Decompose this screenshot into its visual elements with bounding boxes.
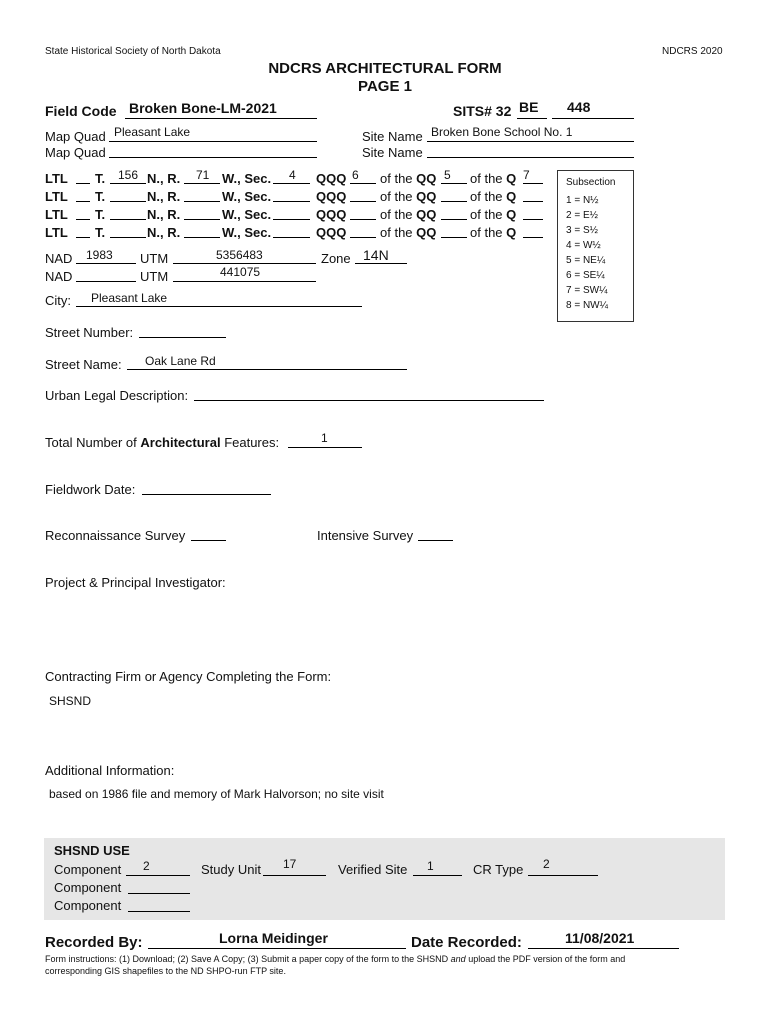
ltl-label-of-qq: of the QQ bbox=[380, 225, 437, 240]
ltl-label-t: T. bbox=[95, 225, 106, 240]
intensive-survey-line[interactable] bbox=[418, 540, 453, 541]
ltl-blank-line[interactable] bbox=[273, 237, 310, 238]
ltl-blank-line[interactable] bbox=[273, 219, 310, 220]
cr-type-label: CR Type bbox=[473, 862, 524, 877]
ltl-label-ltl: LTL bbox=[45, 225, 68, 240]
study-unit-line bbox=[263, 875, 326, 876]
nad-label-2: NAD bbox=[45, 269, 73, 284]
recorded-by-value[interactable]: Lorna Meidinger bbox=[219, 930, 328, 946]
recorded-by-line bbox=[148, 948, 406, 949]
recorded-by-label: Recorded By: bbox=[45, 934, 143, 951]
subsection-item: 1 = N½ bbox=[566, 195, 599, 206]
component-label-3: Component bbox=[54, 898, 122, 913]
org-name: State Historical Society of North Dakota bbox=[45, 46, 221, 57]
ltl-label-w: W., Sec. bbox=[222, 171, 272, 186]
cr-type-line bbox=[528, 875, 598, 876]
ltl-blank-line bbox=[110, 183, 146, 184]
ltl-blank-line bbox=[350, 183, 376, 184]
total-features-label-bold: Architectural bbox=[140, 435, 221, 450]
street-name-value[interactable]: Oak Lane Rd bbox=[145, 354, 216, 368]
site-name-value-1[interactable]: Broken Bone School No. 1 bbox=[431, 125, 573, 139]
study-unit-value[interactable]: 17 bbox=[283, 857, 297, 871]
site-name-line-2 bbox=[427, 157, 634, 158]
instructions-and: and bbox=[450, 954, 466, 964]
ltl-blank-line[interactable] bbox=[523, 219, 543, 220]
contracting-label: Contracting Firm or Agency Completing the Form: bbox=[45, 669, 332, 684]
utm-label-2: UTM bbox=[140, 269, 169, 284]
ltl-blank-line bbox=[523, 183, 543, 184]
component-line-1 bbox=[126, 875, 190, 876]
total-features-value[interactable]: 1 bbox=[321, 431, 328, 445]
component-line-3[interactable] bbox=[128, 911, 190, 912]
ltl-blank-line[interactable] bbox=[441, 237, 467, 238]
additional-value[interactable]: based on 1986 file and memory of Mark Halvorson; no site visit bbox=[49, 787, 384, 801]
total-features-label-pre: Total Number of bbox=[45, 435, 141, 450]
intensive-survey-label: Intensive Survey bbox=[317, 528, 414, 543]
verified-site-line bbox=[413, 875, 462, 876]
form-title: NDCRS ARCHITECTURAL FORM bbox=[268, 60, 502, 77]
total-features-line bbox=[288, 447, 362, 448]
street-number-label: Street Number: bbox=[45, 325, 134, 340]
ltl-value-q[interactable]: 7 bbox=[523, 168, 530, 182]
street-number-line[interactable] bbox=[139, 337, 226, 338]
utm-line-1 bbox=[173, 263, 316, 264]
ltl-blank-line[interactable] bbox=[110, 219, 146, 220]
sits-number-line bbox=[552, 118, 634, 119]
ltl-blank-line bbox=[273, 183, 310, 184]
nad-line-1 bbox=[76, 263, 136, 264]
ltl-value-qqq[interactable]: 6 bbox=[352, 168, 359, 182]
ltl-value-r[interactable]: 71 bbox=[196, 168, 210, 182]
sits-prefix-value[interactable]: BE bbox=[519, 99, 539, 115]
sits-label: SITS# 32 bbox=[453, 103, 512, 119]
fieldwork-date-label: Fieldwork Date: bbox=[45, 482, 136, 497]
utm-value-1[interactable]: 5356483 bbox=[216, 248, 263, 262]
ltl-label-n: N., R. bbox=[147, 207, 181, 222]
ltl-blank-line[interactable] bbox=[110, 201, 146, 202]
ltl-label-t: T. bbox=[95, 189, 106, 204]
component-label-2: Component bbox=[54, 880, 122, 895]
ltl-label-w: W., Sec. bbox=[222, 207, 272, 222]
component-label-1: Component bbox=[54, 862, 122, 877]
recon-survey-label: Reconnaissance Survey bbox=[45, 528, 186, 543]
zone-label: Zone bbox=[321, 251, 351, 266]
sits-number-value[interactable]: 448 bbox=[567, 99, 591, 115]
ltl-blank-line[interactable] bbox=[76, 219, 90, 220]
ltl-blank-line bbox=[184, 183, 220, 184]
ltl-label-qqq: QQQ bbox=[316, 207, 347, 222]
map-quad-value-1[interactable]: Pleasant Lake bbox=[114, 125, 191, 139]
ltl-label-of-q: of the Q bbox=[470, 207, 517, 222]
component-value-1[interactable]: 2 bbox=[143, 859, 150, 873]
total-features-label bbox=[45, 435, 279, 450]
study-unit-label: Study Unit bbox=[201, 862, 261, 877]
street-name-line bbox=[127, 369, 407, 370]
shsnd-use-box bbox=[44, 838, 725, 920]
ltl-label-of-q: of the Q bbox=[470, 225, 517, 240]
ltl-label-of-qq: of the QQ bbox=[380, 171, 437, 186]
ltl-label-t: T. bbox=[95, 171, 106, 186]
component-line-2[interactable] bbox=[128, 893, 190, 894]
ltl-label-qqq: QQQ bbox=[316, 171, 347, 186]
ltl-label-t: T. bbox=[95, 207, 106, 222]
nad-label-1: NAD bbox=[45, 251, 73, 266]
ltl-label-qqq: QQQ bbox=[316, 225, 347, 240]
ltl-blank-line[interactable] bbox=[76, 201, 90, 202]
ltl-label-qqq: QQQ bbox=[316, 189, 347, 204]
ltl-label-ltl: LTL bbox=[45, 207, 68, 222]
utm-line-2 bbox=[173, 281, 316, 282]
map-quad-line-2 bbox=[109, 157, 317, 158]
ltl-blank-line[interactable] bbox=[441, 219, 467, 220]
ltl-label-w: W., Sec. bbox=[222, 189, 272, 204]
ltl-label-of-qq: of the QQ bbox=[380, 189, 437, 204]
map-quad-line-1 bbox=[109, 141, 317, 142]
ltl-blank-line[interactable] bbox=[76, 237, 90, 238]
site-name-label-1: Site Name bbox=[362, 129, 423, 144]
ltl-label-ltl: LTL bbox=[45, 189, 68, 204]
instructions-line-1 bbox=[45, 954, 625, 964]
map-quad-label-2: Map Quad bbox=[45, 145, 106, 160]
ltl-label-n: N., R. bbox=[147, 225, 181, 240]
subsection-item: 3 = S½ bbox=[566, 225, 598, 236]
date-recorded-line bbox=[528, 948, 679, 949]
page-label: PAGE 1 bbox=[358, 78, 412, 95]
site-name-label-2: Site Name bbox=[362, 145, 423, 160]
subsection-item: 8 = NW¼ bbox=[566, 300, 608, 311]
recon-survey-line[interactable] bbox=[191, 540, 226, 541]
subsection-item: 6 = SE¼ bbox=[566, 270, 605, 281]
ltl-blank-line[interactable] bbox=[523, 237, 543, 238]
ltl-label-ltl: LTL bbox=[45, 171, 68, 186]
ltl-blank-line bbox=[76, 183, 90, 184]
ltl-blank-line[interactable] bbox=[350, 237, 376, 238]
instructions-line-2: corresponding GIS shapefiles to the ND SHPO-run FTP site. bbox=[45, 966, 286, 976]
subsection-item: 4 = W½ bbox=[566, 240, 601, 251]
investigator-label: Project & Principal Investigator: bbox=[45, 575, 226, 590]
ltl-blank-line[interactable] bbox=[350, 219, 376, 220]
field-code-label: Field Code bbox=[45, 103, 117, 119]
utm-value-2[interactable]: 441075 bbox=[220, 265, 261, 279]
ltl-blank-line[interactable] bbox=[184, 237, 220, 238]
ltl-label-w: W., Sec. bbox=[222, 225, 272, 240]
city-line bbox=[76, 306, 362, 307]
ltl-label-n: N., R. bbox=[147, 171, 181, 186]
ltl-label-of-q: of the Q bbox=[470, 189, 517, 204]
utm-label-1: UTM bbox=[140, 251, 169, 266]
cr-type-value[interactable]: 2 bbox=[543, 857, 550, 871]
date-recorded-value[interactable]: 11/08/2021 bbox=[565, 930, 635, 946]
nad-value-1[interactable]: 1983 bbox=[86, 248, 113, 262]
urban-legal-label: Urban Legal Description: bbox=[45, 388, 189, 403]
subsection-item: 5 = NE¼ bbox=[566, 255, 606, 266]
instructions-part2: upload the PDF version of the form and bbox=[465, 954, 626, 964]
ltl-label-of-q: of the Q bbox=[470, 171, 517, 186]
ltl-blank-line[interactable] bbox=[273, 201, 310, 202]
field-code-line bbox=[125, 118, 317, 119]
zone-line bbox=[355, 263, 407, 264]
verified-site-value[interactable]: 1 bbox=[427, 859, 434, 873]
street-name-label: Street Name: bbox=[45, 357, 122, 372]
ltl-blank-line[interactable] bbox=[441, 201, 467, 202]
ltl-label-of-qq: of the QQ bbox=[380, 207, 437, 222]
site-name-line-1 bbox=[427, 141, 634, 142]
ltl-blank-line[interactable] bbox=[110, 237, 146, 238]
shsnd-use-title: SHSND USE bbox=[54, 843, 130, 858]
subsection-item: 2 = E½ bbox=[566, 210, 598, 221]
additional-label: Additional Information: bbox=[45, 763, 175, 778]
total-features-label-post: Features: bbox=[220, 435, 280, 450]
subsection-legend bbox=[557, 170, 634, 322]
city-label: City: bbox=[45, 293, 71, 308]
urban-legal-line[interactable] bbox=[194, 400, 544, 401]
sits-prefix-line bbox=[517, 118, 547, 119]
ltl-blank-line[interactable] bbox=[523, 201, 543, 202]
ltl-blank-line[interactable] bbox=[184, 201, 220, 202]
verified-site-label: Verified Site bbox=[338, 862, 408, 877]
ltl-blank-line bbox=[441, 183, 467, 184]
field-code-value[interactable]: Broken Bone-LM-2021 bbox=[129, 100, 277, 116]
ltl-value-sec[interactable]: 4 bbox=[289, 168, 296, 182]
ltl-blank-line[interactable] bbox=[184, 219, 220, 220]
date-recorded-label: Date Recorded: bbox=[411, 934, 522, 951]
city-value[interactable]: Pleasant Lake bbox=[91, 291, 168, 305]
ltl-label-n: N., R. bbox=[147, 189, 181, 204]
fieldwork-date-line[interactable] bbox=[142, 494, 271, 495]
ltl-value-qq[interactable]: 5 bbox=[444, 168, 451, 182]
subsection-item: 7 = SW¼ bbox=[566, 285, 608, 296]
subsection-title: Subsection bbox=[566, 177, 616, 188]
form-code: NDCRS 2020 bbox=[662, 46, 723, 57]
contracting-value[interactable]: SHSND bbox=[49, 694, 92, 708]
ltl-blank-line[interactable] bbox=[350, 201, 376, 202]
ltl-value-t[interactable]: 156 bbox=[118, 168, 139, 182]
zone-value[interactable]: 14N bbox=[363, 247, 389, 263]
instructions-part1: Form instructions: (1) Download; (2) Save A Copy; (3) Submit a paper copy of the form to the SHSND bbox=[45, 954, 451, 964]
map-quad-label-1: Map Quad bbox=[45, 129, 106, 144]
nad-line-2 bbox=[76, 281, 136, 282]
